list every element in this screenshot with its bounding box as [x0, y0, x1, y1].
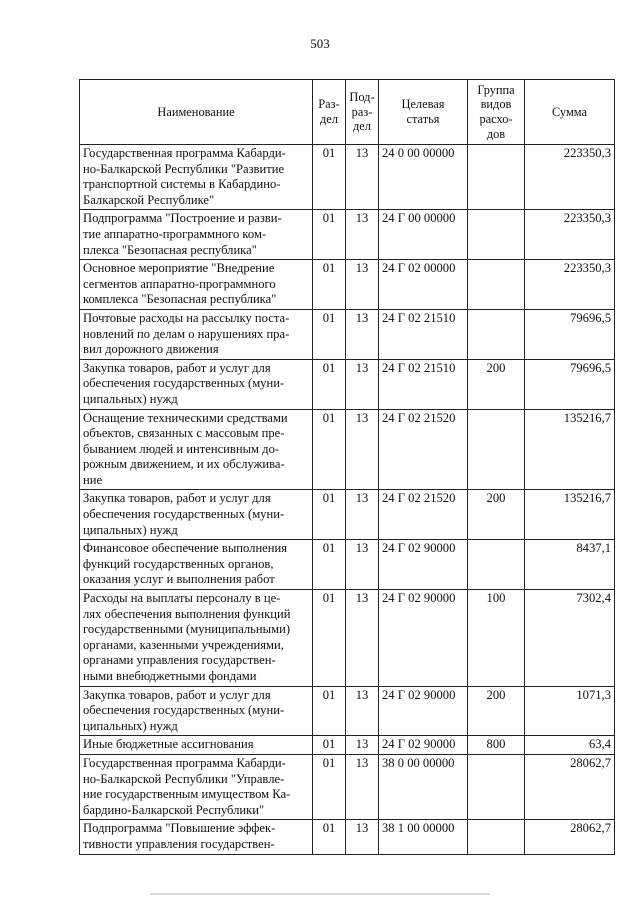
- header-subsection: Под- раз- дел: [346, 80, 379, 145]
- row-target-cell: 24 Г 02 21510: [379, 309, 468, 359]
- row-name-cell: Государственная программа Кабарди- но-Балкарской Республики "Развитие транспортной системы в Кабардино- Балкарской Республике": [80, 145, 313, 210]
- row-target-cell: 24 Г 02 21510: [379, 359, 468, 409]
- row-section-cell: 01: [313, 210, 346, 260]
- header-target-article: Целевая статья: [379, 80, 468, 145]
- row-subsection-cell: 13: [346, 309, 379, 359]
- row-amount-cell: 1071,3: [525, 686, 615, 736]
- row-group-cell: [468, 754, 525, 819]
- row-name-cell: Закупка товаров, работ и услуг для обеспечения государственных (муни- ципальных) нужд: [80, 490, 313, 540]
- table-row: [80, 686, 615, 736]
- scan-edge-mark: [150, 893, 490, 895]
- row-group-cell: 200: [468, 490, 525, 540]
- row-section-cell: 01: [313, 260, 346, 310]
- row-subsection-cell: 13: [346, 754, 379, 819]
- row-target-cell: 38 1 00 00000: [379, 820, 468, 854]
- row-group-cell: [468, 260, 525, 310]
- row-target-cell: 24 Г 02 90000: [379, 686, 468, 736]
- table-row: [80, 359, 615, 409]
- row-section-cell: 01: [313, 359, 346, 409]
- header-amount: Сумма: [525, 80, 615, 145]
- table-row: [80, 145, 615, 210]
- row-group-cell: 200: [468, 686, 525, 736]
- row-subsection-cell: 13: [346, 260, 379, 310]
- row-group-cell: [468, 309, 525, 359]
- row-amount-cell: 28062,7: [525, 754, 615, 819]
- row-name-cell: Оснащение техническими средствами объектов, связанных с массовым пре- быванием людей и интенсивным до- рожным движением, и их обслужива- ние: [80, 409, 313, 490]
- row-amount-cell: 135216,7: [525, 409, 615, 490]
- row-subsection-cell: 13: [346, 540, 379, 590]
- row-target-cell: 24 Г 02 21520: [379, 409, 468, 490]
- table-row: [80, 736, 615, 755]
- row-amount-cell: 28062,7: [525, 820, 615, 854]
- row-target-cell: 24 Г 02 90000: [379, 736, 468, 755]
- row-amount-cell: 79696,5: [525, 309, 615, 359]
- row-group-cell: 100: [468, 590, 525, 687]
- row-target-cell: 38 0 00 00000: [379, 754, 468, 819]
- row-subsection-cell: 13: [346, 686, 379, 736]
- table-row: [80, 754, 615, 819]
- row-name-cell: Государственная программа Кабарди- но-Балкарской Республики "Управле- ние государственным имуществом Ка- бардино-Балкарской Республики": [80, 754, 313, 819]
- row-amount-cell: 223350,3: [525, 260, 615, 310]
- header-name: Наименование: [80, 80, 313, 145]
- row-target-cell: 24 0 00 00000: [379, 145, 468, 210]
- row-subsection-cell: 13: [346, 736, 379, 755]
- row-name-cell: Иные бюджетные ассигнования: [80, 736, 313, 755]
- row-amount-cell: 63,4: [525, 736, 615, 755]
- row-group-cell: [468, 210, 525, 260]
- row-subsection-cell: 13: [346, 490, 379, 540]
- row-group-cell: [468, 820, 525, 854]
- budget-table: [79, 79, 615, 855]
- row-section-cell: 01: [313, 540, 346, 590]
- row-group-cell: 800: [468, 736, 525, 755]
- row-target-cell: 24 Г 02 90000: [379, 590, 468, 687]
- row-name-cell: Расходы на выплаты персоналу в це- лях обеспечения выполнения функций государственными (муниципальными) органами, казенными учреждениями, органами управления государствен- ными внебюджетными фондами: [80, 590, 313, 687]
- row-group-cell: [468, 540, 525, 590]
- row-section-cell: 01: [313, 686, 346, 736]
- row-subsection-cell: 13: [346, 145, 379, 210]
- row-name-cell: Почтовые расходы на рассылку поста- новлений по делам о нарушениях пра- вил дорожного движения: [80, 309, 313, 359]
- table-header-row: [80, 80, 615, 145]
- row-section-cell: 01: [313, 145, 346, 210]
- row-subsection-cell: 13: [346, 590, 379, 687]
- row-group-cell: [468, 409, 525, 490]
- row-amount-cell: 7302,4: [525, 590, 615, 687]
- row-section-cell: 01: [313, 736, 346, 755]
- table-row: [80, 490, 615, 540]
- row-name-cell: Закупка товаров, работ и услуг для обеспечения государственных (муни- ципальных) нужд: [80, 686, 313, 736]
- table-row: [80, 210, 615, 260]
- row-name-cell: Финансовое обеспечение выполнения функций государственных органов, оказания услуг и выполнения работ: [80, 540, 313, 590]
- row-target-cell: 24 Г 02 00000: [379, 260, 468, 310]
- row-subsection-cell: 13: [346, 820, 379, 854]
- table-row: [80, 309, 615, 359]
- row-section-cell: 01: [313, 820, 346, 854]
- row-section-cell: 01: [313, 309, 346, 359]
- row-target-cell: 24 Г 02 90000: [379, 540, 468, 590]
- row-section-cell: 01: [313, 409, 346, 490]
- row-amount-cell: 79696,5: [525, 359, 615, 409]
- header-expense-group: Группа видов расхо- дов: [468, 80, 525, 145]
- row-amount-cell: 135216,7: [525, 490, 615, 540]
- table-row: [80, 820, 615, 854]
- row-amount-cell: 8437,1: [525, 540, 615, 590]
- table-row: [80, 409, 615, 490]
- table-row: [80, 540, 615, 590]
- row-section-cell: 01: [313, 490, 346, 540]
- row-target-cell: 24 Г 00 00000: [379, 210, 468, 260]
- row-subsection-cell: 13: [346, 359, 379, 409]
- table-row: [80, 260, 615, 310]
- table-row: [80, 590, 615, 687]
- page-number: 503: [310, 36, 330, 51]
- header-section: Раз- дел: [313, 80, 346, 145]
- row-subsection-cell: 13: [346, 409, 379, 490]
- row-name-cell: Основное мероприятие "Внедрение сегментов аппаратно-программного комплекса "Безопасная республика": [80, 260, 313, 310]
- row-group-cell: 200: [468, 359, 525, 409]
- row-amount-cell: 223350,3: [525, 145, 615, 210]
- row-subsection-cell: 13: [346, 210, 379, 260]
- row-section-cell: 01: [313, 754, 346, 819]
- row-amount-cell: 223350,3: [525, 210, 615, 260]
- row-target-cell: 24 Г 02 21520: [379, 490, 468, 540]
- row-name-cell: Подпрограмма "Повышение эффек- тивности управления государствен-: [80, 820, 313, 854]
- row-name-cell: Подпрограмма "Построение и разви- тие аппаратно-программного ком- плекса "Безопасная республика": [80, 210, 313, 260]
- row-group-cell: [468, 145, 525, 210]
- row-name-cell: Закупка товаров, работ и услуг для обеспечения государственных (муни- ципальных) нужд: [80, 359, 313, 409]
- row-section-cell: 01: [313, 590, 346, 687]
